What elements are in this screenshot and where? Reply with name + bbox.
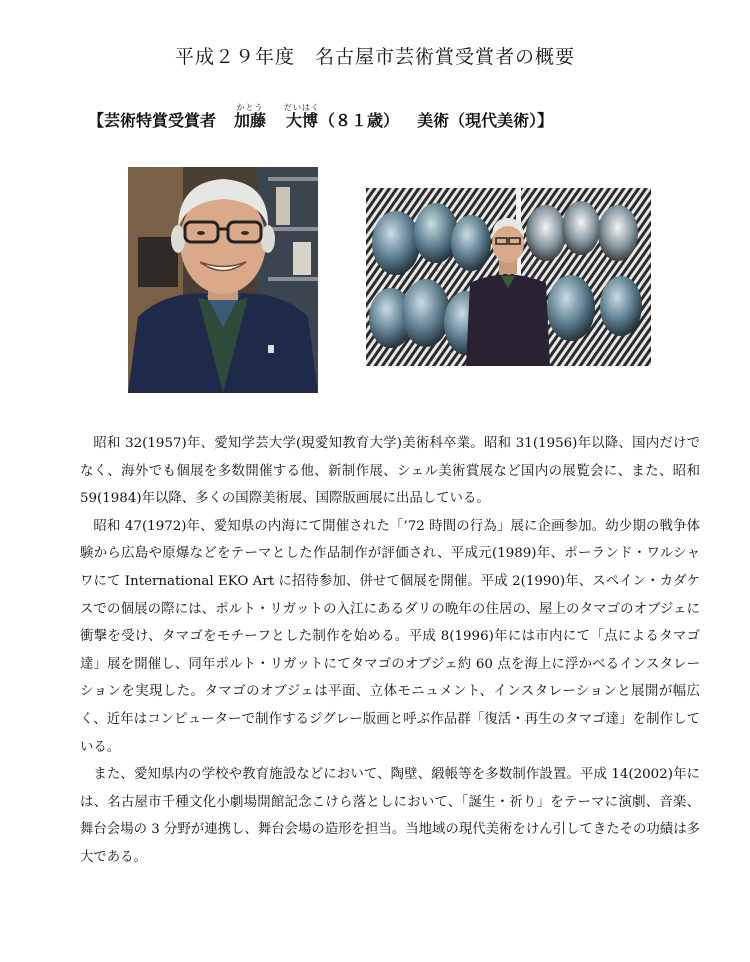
heading-open-bracket: 【: [88, 111, 105, 130]
biography-paragraph-3: また、愛知県内の学校や教育施設などにおいて、陶壁、緞帳等を多数制作設置。平成 14(2002)年には、名古屋市千種文化小劇場開館記念こけら落としにおいて、「誕生・祈り」をテーマに演劇、音楽、舞台会場の 3 分野が連携し、舞台会場の造形を担当。当地域の現代美術をけん引してきたその功績は多大である。: [80, 767, 700, 865]
awardee-heading: [88, 103, 553, 131]
award-category: 芸術特賞受賞者: [104, 111, 217, 130]
biography-paragraph-2: 昭和 47(1972)年、愛知県の内海にて開催された「’72 時間の行為」展に企画参加。幼少期の戦争体験から広島や原爆などをテーマとした作品制作が評価され、平成元(1989)年、ポーランド・ワルシャワにて International EKO Art に招待参加、併せて個展を開催。平成 2(1990)年、スペイン・カダケスでの個展の際には、ポルト・リガットの入江にあるダリの晩年の住居の、屋上のタマゴのオブジェに衝撃を受け、タマゴをモチーフとした制作を始める。平成 8(1996)年には市内にて「点によるタマゴ達」展を開催し、同年ポルト・リガットにてタマゴのオブジェ約 60 点を海上に浮かべるインスタレーションを実現した。タマゴのオブジェは平面、立体モニュメント、インスタレーションと展開が幅広く、近年はコンピューターで制作するジグレー版画と呼ぶ作品群「復活・再生のタマゴ達」を制作している。: [80, 518, 700, 755]
awardee-given-name: 大博だいはく: [284, 103, 321, 130]
document-title: 平成２９年度 名古屋市芸術賞受賞者の概要: [174, 46, 575, 68]
biography-paragraph-1: 昭和 32(1957)年、愛知学芸大学(現愛知教育大学)美術科卒業。昭和 31(1956)年以降、国内だけでなく、海外でも個展を多数開催する他、新制作展、シェル美術賞展など国内の展覧会に、また、昭和 59(1984)年以降、多くの国際美術展、国際版画展に出品している。: [80, 436, 700, 507]
artwork-photo: [366, 188, 651, 366]
biography-text: [80, 430, 700, 872]
portrait-photo: [128, 167, 318, 393]
heading-close-bracket: 】: [537, 111, 554, 130]
awardee-age: （８１歳）: [319, 111, 400, 130]
award-field: 美術（現代美術）: [417, 111, 538, 130]
surname-reading: かとう: [234, 103, 267, 112]
awardee-surname: 加藤かとう: [234, 103, 267, 130]
given-name-reading: だいはく: [284, 103, 321, 112]
